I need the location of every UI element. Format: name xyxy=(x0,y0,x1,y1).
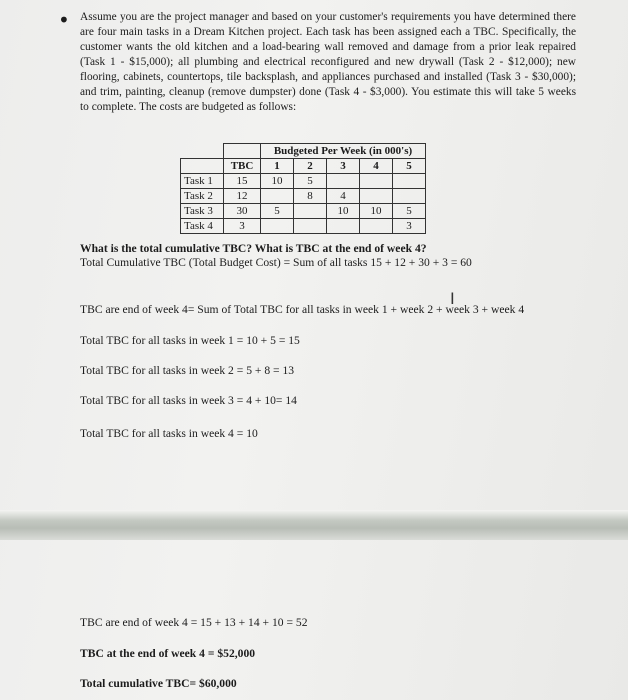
week-cell: 5 xyxy=(294,174,327,189)
week-cell: 10 xyxy=(261,174,294,189)
week-cell xyxy=(261,189,294,204)
text-cursor-icon: I xyxy=(450,289,455,308)
tbc-cell: 15 xyxy=(224,174,261,189)
table-corner-tbc xyxy=(224,144,261,159)
answer-line: Total TBC for all tasks in week 2 = 5 + 8 = 13 xyxy=(80,364,295,377)
week-cell xyxy=(261,219,294,234)
week-cell xyxy=(294,204,327,219)
table-row xyxy=(181,189,426,204)
week-header: 3 xyxy=(327,159,360,174)
week-cell: 10 xyxy=(360,204,393,219)
question-heading: What is the total cumulative TBC? What is TBC at the end of week 4? xyxy=(80,242,427,255)
answer-line: TBC are end of week 4= Sum of Total TBC for all tasks in week 1 + week 2 + week 3 + week 4 xyxy=(80,303,525,316)
tbc-cell: 3 xyxy=(224,219,261,234)
week-cell xyxy=(393,189,426,204)
week-cell xyxy=(393,174,426,189)
tbc-header: TBC xyxy=(224,159,261,174)
week-header: 1 xyxy=(261,159,294,174)
tbc-cell: 30 xyxy=(224,204,261,219)
table-corner xyxy=(181,144,224,159)
result-line: TBC are end of week 4 = 15 + 13 + 14 + 10 = 52 xyxy=(80,616,308,629)
task-label: Task 4 xyxy=(181,219,224,234)
result-line: Total cumulative TBC= $60,000 xyxy=(80,677,237,690)
week-cell: 10 xyxy=(327,204,360,219)
week-cell: 5 xyxy=(393,204,426,219)
table-row xyxy=(181,204,426,219)
week-header: 2 xyxy=(294,159,327,174)
week-cell: 3 xyxy=(393,219,426,234)
week-cell xyxy=(360,174,393,189)
week-cell xyxy=(360,219,393,234)
week-cell xyxy=(327,174,360,189)
week-cell: 8 xyxy=(294,189,327,204)
table-corner-blank xyxy=(181,159,224,174)
task-label: Task 1 xyxy=(181,174,224,189)
week-cell: 5 xyxy=(261,204,294,219)
week-cell xyxy=(327,219,360,234)
week-header: 5 xyxy=(393,159,426,174)
table-row xyxy=(181,219,426,234)
answer-line: Total TBC for all tasks in week 4 = 10 xyxy=(80,427,258,440)
week-header: 4 xyxy=(360,159,393,174)
week-cell xyxy=(360,189,393,204)
bullet-marker: • xyxy=(58,8,70,32)
group-header: Budgeted Per Week (in 000's) xyxy=(261,144,426,159)
task-label: Task 3 xyxy=(181,204,224,219)
table-row xyxy=(181,174,426,189)
intro-paragraph: Assume you are the project manager and based on your customer's requirements you have determined there are four main tasks in a Dream Kitchen project. Each task has been assigned each a TBC. Specifically, the customer wants the old kitchen and a load-bearing wall removed and damage from a prior leak repaired (Task 1 - $15,000); all plumbing and electrical reconfigured and new drywall (Task 2 - $12,000); new flooring, cabinets, countertops, tile backsplash, and appliances purchased and installed (Task 3 - $30,000); and trim, painting, cleanup (remove dumpster) done (Task 4 - $3,000). You estimate this will take 5 weeks to complete. The costs are budgeted as follows: xyxy=(80,11,576,113)
section-divider xyxy=(0,510,628,540)
result-line: TBC at the end of week 4 = $52,000 xyxy=(80,647,256,660)
task-label: Task 2 xyxy=(181,189,224,204)
answer-line: Total Cumulative TBC (Total Budget Cost) = Sum of all tasks 15 + 12 + 30 + 3 = 60 xyxy=(80,256,472,269)
week-cell xyxy=(294,219,327,234)
answer-line: Total TBC for all tasks in week 3 = 4 + 10= 14 xyxy=(80,394,297,407)
budget-table xyxy=(180,143,426,234)
week-cell: 4 xyxy=(327,189,360,204)
answer-line: Total TBC for all tasks in week 1 = 10 + 5 = 15 xyxy=(80,334,300,347)
tbc-cell: 12 xyxy=(224,189,261,204)
